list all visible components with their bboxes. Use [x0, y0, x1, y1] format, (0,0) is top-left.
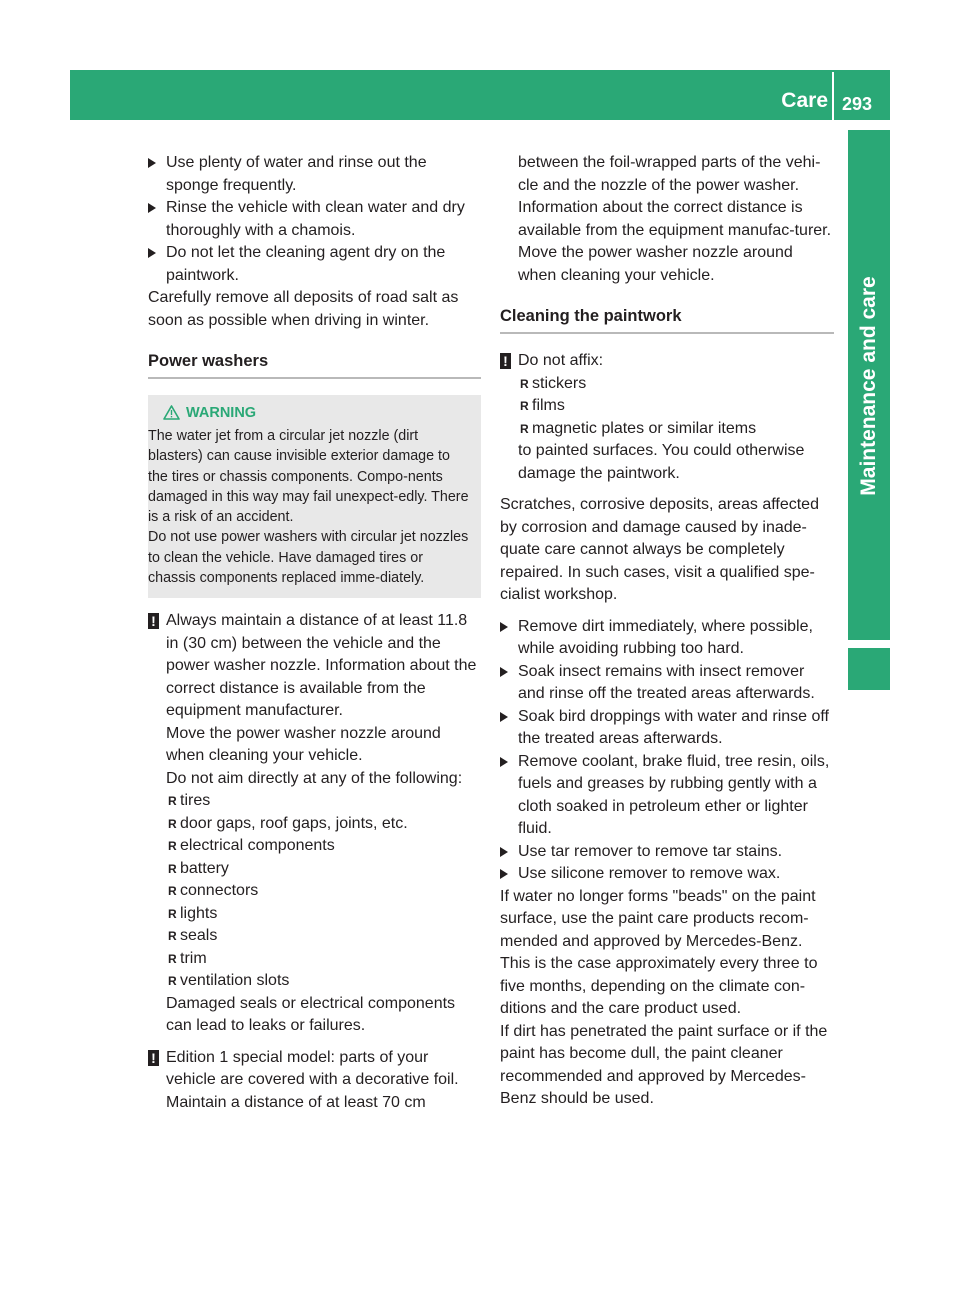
bullet-r-icon: R — [168, 884, 177, 899]
chapter-tab-label: Maintenance and care — [857, 276, 880, 496]
bullet-r-icon: R — [168, 951, 177, 966]
step-item: Use tar remover to remove tar stains. — [500, 841, 834, 864]
exclamation-icon: ! — [500, 353, 511, 369]
bullet-r-icon: R — [168, 974, 177, 989]
list-item: R seals — [148, 925, 481, 948]
arrow-right-icon — [148, 158, 156, 168]
list-item: R trim — [148, 948, 481, 971]
paragraph: Carefully remove all deposits of road salt as soon as possible when driving in winter. — [148, 289, 459, 329]
warning-text: Do not use power washers with circular jet nozzles to clean the vehicle. Have damaged tires or chassis components replaced imme-diately. — [148, 529, 469, 587]
bullet-r-icon: R — [520, 399, 529, 413]
arrow-right-icon — [500, 757, 508, 767]
bullet-r-icon: R — [520, 376, 529, 391]
bullet-r-icon: R — [168, 794, 177, 809]
warning-header — [148, 403, 471, 423]
step-item: Use plenty of water and rinse out the sponge frequently. — [148, 152, 481, 197]
step-item: Soak bird droppings with water and rinse off the treated areas afterwards. — [500, 706, 834, 751]
right-column — [500, 152, 834, 1111]
paragraph: If water no longer forms "beads" on the paint surface, use the paint care products recom-mended and approved by Mercedes-Benz. This is the case approximately every three to five months, depending on the climate con-ditions and the care product used. — [500, 887, 818, 1017]
list-item: R tires — [148, 790, 481, 813]
note-item: ! Do not affix: — [500, 350, 834, 373]
left-column — [148, 152, 481, 1114]
list-item: R door gaps, roof gaps, joints, etc. — [148, 813, 481, 836]
arrow-right-icon — [500, 847, 508, 857]
arrow-right-icon — [500, 622, 508, 632]
step-item: Rinse the vehicle with clean water and dry thoroughly with a chamois. — [148, 197, 481, 242]
step-item: Remove coolant, brake fluid, tree resin, oils, fuels and greases by rubbing gently with a cloth soaked in petroleum ether or lighter fluid. — [500, 751, 834, 841]
note-paragraph: Information about the correct distance is available from the equipment manufac-turer. — [518, 199, 832, 239]
step-item: Do not let the cleaning agent dry on the paintwork. — [148, 242, 481, 287]
step-item: Remove dirt immediately, where possible, while avoiding rubbing too hard. — [500, 616, 834, 661]
paragraph: Scratches, corrosive deposits, areas affected by corrosion and damage caused by inade-quate care cannot always be completely repaired. In such cases, visit a qualified spe-cialist workshop. — [500, 496, 819, 603]
bullet-r-icon: R — [168, 816, 177, 831]
note-paragraph: Move the power washer nozzle around when cleaning your vehicle. — [518, 244, 793, 284]
exclamation-icon: ! — [148, 613, 159, 629]
chapter-tab-marker — [848, 648, 890, 690]
bullet-r-icon: R — [168, 839, 177, 854]
bullet-r-icon: R — [520, 421, 529, 436]
section-heading: Cleaning the paintwork — [500, 305, 834, 334]
section-heading: Power washers — [148, 350, 481, 379]
warning-triangle-icon — [163, 405, 180, 420]
note-paragraph: Damaged seals or electrical components can lead to leaks or failures. — [166, 994, 456, 1035]
header-separator — [832, 72, 834, 120]
bullet-r-icon: R — [168, 929, 177, 944]
list-item: R magnetic plates or similar items — [500, 418, 834, 441]
list-item: R battery — [148, 858, 481, 881]
paragraph: If dirt has penetrated the paint surface or if the paint has become dull, the paint cleaner recommended and approved by Mercedes-Benz should be used. — [500, 1022, 828, 1107]
note-paragraph: between the foil-wrapped parts of the vehi-cle and the nozzle of the power washer. — [518, 154, 821, 194]
bullet-r-icon: R — [168, 906, 177, 921]
note-paragraph: Move the power washer nozzle around when cleaning your vehicle. — [166, 724, 441, 765]
list-item: R lights — [148, 903, 481, 926]
arrow-right-icon — [148, 248, 156, 258]
note-paragraph: Do not aim directly at any of the following: — [166, 769, 463, 787]
list-item: R stickers — [500, 373, 834, 396]
arrow-right-icon — [500, 869, 508, 879]
step-item: Use silicone remover to remove wax. — [500, 863, 834, 886]
note-item: ! Always maintain a distance of at least 11.8 in (30 cm) between the vehicle and the power washer nozzle. Information about the correct distance is available from the equipment manufacturer. — [148, 610, 481, 723]
arrow-right-icon — [500, 667, 508, 677]
step-item: Soak insect remains with insect remover and rinse off the treated areas afterwards. — [500, 661, 834, 706]
list-item: R electrical components — [148, 835, 481, 858]
note-paragraph: to painted surfaces. You could otherwise damage the paintwork. — [518, 442, 805, 482]
bullet-r-icon: R — [168, 861, 177, 876]
warning-label: WARNING — [186, 405, 257, 421]
list-item: R films — [500, 395, 834, 418]
arrow-right-icon — [500, 712, 508, 722]
warning-text: The water jet from a circular jet nozzle (dirt blasters) can cause invisible exterior damage to the tires or chassis components. Compo-nents damaged in this way may fail unexpect-edly. There is a risk of an accident. — [148, 428, 469, 526]
note-item: ! Edition 1 special model: parts of your vehicle are covered with a decorative foil. Maintain a distance of at least 70 cm — [148, 1047, 481, 1115]
arrow-right-icon — [148, 203, 156, 213]
list-item: R ventilation slots — [148, 970, 481, 993]
section-title: Care — [781, 89, 828, 112]
warning-box — [148, 395, 481, 598]
page-number: 293 — [842, 94, 873, 114]
list-item: R connectors — [148, 880, 481, 903]
exclamation-icon: ! — [148, 1050, 159, 1066]
